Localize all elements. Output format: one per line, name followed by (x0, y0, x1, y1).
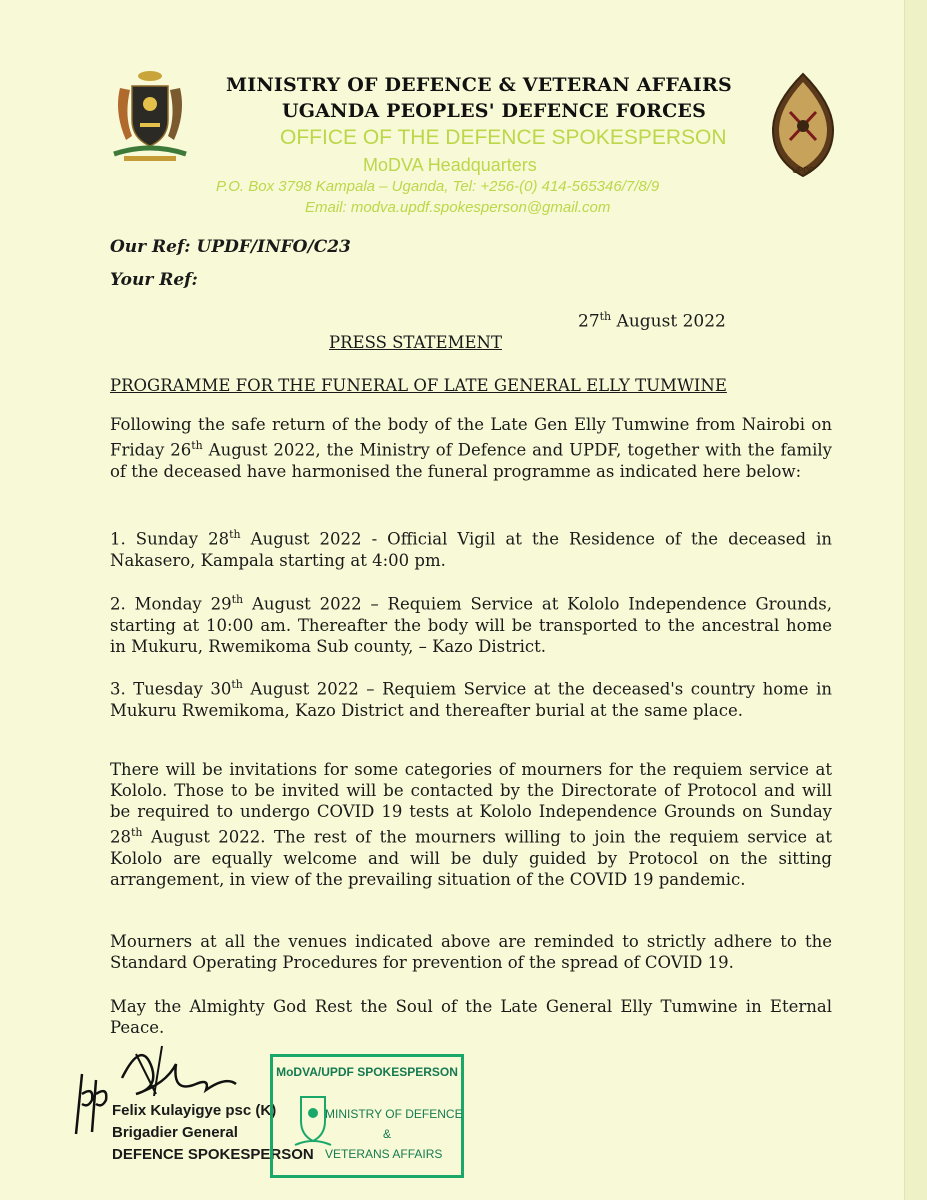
header-office: OFFICE OF THE DEFENCE SPOKESPERSON (280, 126, 727, 149)
sop-paragraph: Mourners at all the venues indicated above are reminded to strictly adhere to the Standard Operating Procedures for prevention of the spread of COVID 19. (110, 932, 832, 972)
page-edge-stripe (904, 0, 927, 1200)
prayer-paragraph: May the Almighty God Rest the Soul of the Late General Elly Tumwine in Eternal Peace. (110, 997, 832, 1037)
updf-shield-label: UPDF (792, 166, 814, 175)
date (578, 310, 726, 332)
header-address: P.O. Box 3798 Kampala – Uganda, Tel: +256-(0) 414-565346/7/8/9 (216, 178, 660, 195)
header-ministry: MINISTRY OF DEFENCE & VETERAN AFFAIRS (226, 74, 732, 96)
stamp-line-1: MINISTRY OF DEFENCE (325, 1107, 463, 1121)
signatory-title: DEFENCE SPOKESPERSON (112, 1146, 314, 1163)
official-stamp (270, 1054, 464, 1178)
programme-item-3: 3. Tuesday 30th August 2022 – Requiem Service at the deceased's country home in Mukuru Rwemikoma, Kazo District and thereafter burial at the same place. (110, 678, 832, 720)
invitations-paragraph: There will be invitations for some categories of mourners for the requiem service at Kololo. Those to be invited will be contacted by the Directorate of Protocol and will be required to undergo COVID 19 tests at Kololo Independence Grounds on Sunday 28th August 2022. The rest of the mourners willing to join the requiem service at Kololo are equally welcome and will be duly guided by Protocol on the sitting arrangement, in view of the prevailing situation of the COVID 19 pandemic. (110, 760, 832, 889)
signatory-rank: Brigadier General (112, 1124, 238, 1141)
signatory-name: Felix Kulayigye psc (K) (112, 1102, 277, 1119)
header-hq: MoDVA Headquarters (363, 155, 537, 175)
header-email: Email: modva.updf.spokesperson@gmail.com (305, 199, 611, 216)
date-day: 27 (578, 311, 600, 332)
date-rest: August 2022 (611, 311, 726, 332)
header-updf: UGANDA PEOPLES' DEFENCE FORCES (282, 100, 707, 122)
uganda-coat-of-arms-icon (110, 68, 190, 163)
signature-pp-text (68, 1112, 69, 1113)
programme-item-2: 2. Monday 29th August 2022 – Requiem Service at Kololo Independence Grounds, starting at 10:00 am. Thereafter the body will be transported to the ancestral home in Mukuru, Rwemikoma Sub county, – Kazo District. (110, 593, 833, 656)
stamp-top-text: MoDVA/UPDF SPOKESPERSON (276, 1065, 458, 1079)
date-suffix: th (599, 310, 612, 323)
stamp-line-3: VETERANS AFFAIRS (325, 1147, 443, 1161)
subject-heading: PROGRAMME FOR THE FUNERAL OF LATE GENERAL ELLY TUMWINE (110, 376, 727, 395)
press-statement-heading: PRESS STATEMENT (329, 333, 502, 352)
stamp-line-2: & (383, 1127, 392, 1141)
our-ref: Our Ref: UPDF/INFO/C23 (110, 237, 351, 257)
stamp-emblem-icon (293, 1091, 333, 1151)
your-ref: Your Ref: (110, 270, 198, 290)
programme-item-1: 1. Sunday 28th August 2022 - Official Vigil at the Residence of the deceased in Nakasero, Kampala starting at 4:00 pm. (110, 528, 832, 570)
intro-paragraph: Following the safe return of the body of the Late Gen Elly Tumwine from Nairobi on Friday 26th August 2022, the Ministry of Defence and UPDF, together with the family of the deceased have harmonised the funeral programme as indicated here below: (110, 415, 833, 481)
updf-shield-icon (770, 72, 836, 178)
